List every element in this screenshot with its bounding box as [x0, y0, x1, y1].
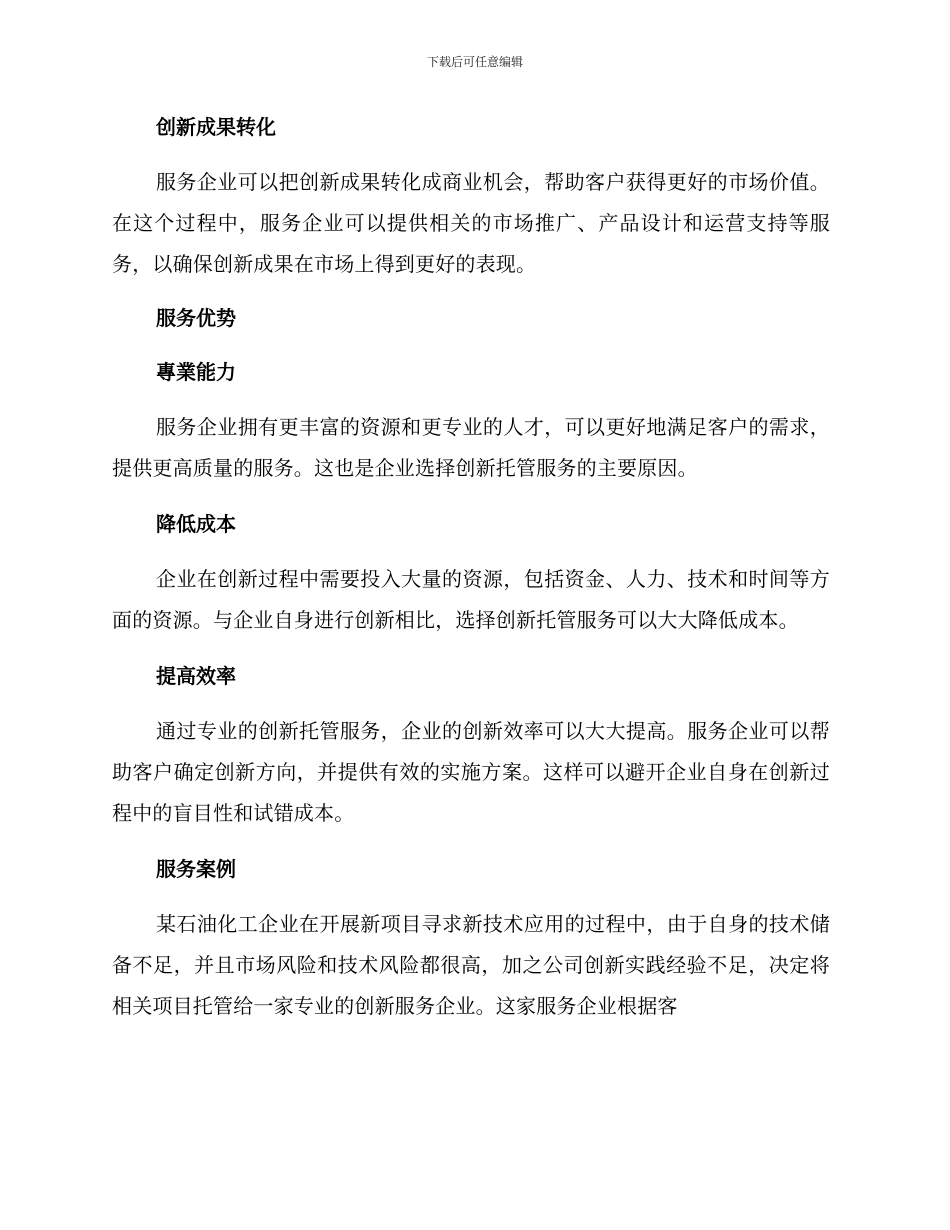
- page-header-note: 下载后可任意编辑: [426, 55, 523, 69]
- heading-innovation-transformation: 创新成果转化: [156, 115, 276, 139]
- paragraph-innovation-transformation: 服务企业可以把创新成果转化成商业机会，帮助客户获得更好的市场价值。在这个过程中，服务企业可以提供相关的市场推广、产品设计和运营支持等服务，以确保创新成果在市场上得到更好的表现。: [112, 170, 830, 276]
- paragraph-professional-capability: 服务企业拥有更丰富的资源和更专业的人才，可以更好地满足客户的需求，提供更高质量的服务。这也是企业选择创新托管服务的主要原因。: [112, 415, 830, 480]
- heading-service-advantages: 服务优势: [156, 306, 236, 330]
- paragraph-improve-efficiency: 通过专业的创新托管服务，企业的创新效率可以大大提高。服务企业可以帮助客户确定创新方向，并提供有效的实施方案。这样可以避开企业自身在创新过程中的盲目性和试错成本。: [112, 719, 830, 825]
- document-body: [112, 108, 830, 1041]
- heading-professional-capability: 專業能力: [156, 360, 236, 384]
- heading-improve-efficiency: 提高效率: [156, 664, 236, 688]
- heading-service-case: 服务案例: [156, 857, 236, 881]
- paragraph-reduce-cost: 企业在创新过程中需要投入大量的资源，包括资金、人力、技术和时间等方面的资源。与企业自身进行创新相比，选择创新托管服务可以大大降低成本。: [112, 567, 830, 632]
- heading-reduce-cost: 降低成本: [156, 512, 236, 536]
- paragraph-service-case: 某石油化工企业在开展新项目寻求新技术应用的过程中，由于自身的技术储备不足，并且市场风险和技术风险都很高，加之公司创新实践经验不足，决定将相关项目托管给一家专业的创新服务企业。这家服务企业根据客: [112, 912, 830, 1018]
